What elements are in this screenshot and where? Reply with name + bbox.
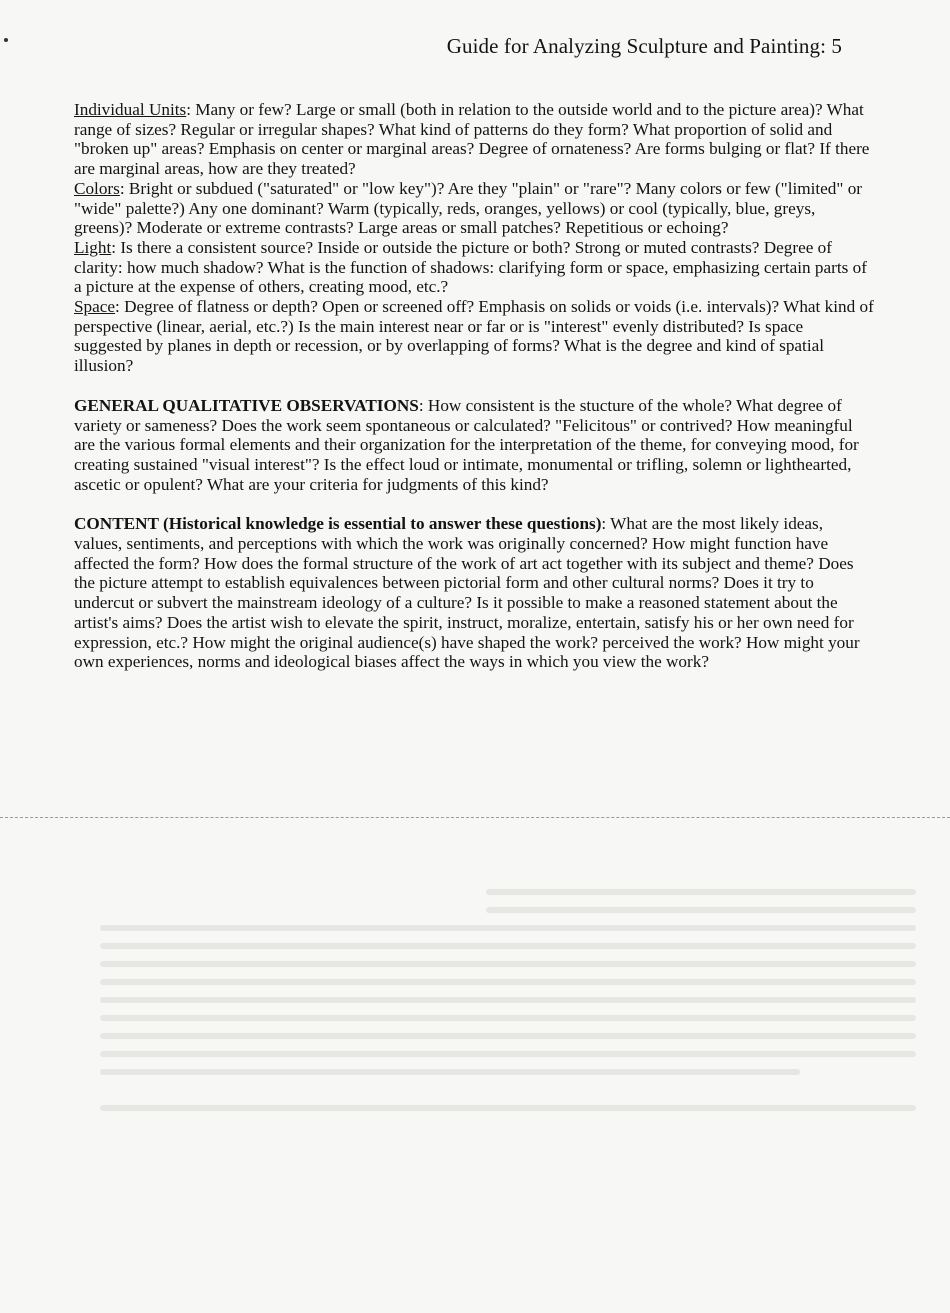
bleed-through-line [100, 1015, 916, 1021]
paragraph-colors [74, 179, 874, 238]
general-observations-text: : How consistent is the stucture of the whole? What degree of variety or sameness? Does the work seem spontaneous or calculated? "Felicitous" or contrived? How meaningful are the various formal elements and their organization for the interpretation of the theme, for conveying mood, for creating sustained "visual interest"? Is the effect loud or intimate, monumental or trifling, solemn or lighthearted, ascetic or opulent? What are your criteria for judgments of this kind? [74, 395, 859, 494]
page-fold-line [0, 817, 950, 818]
term-space: Space [74, 297, 116, 317]
paragraph-gap [74, 494, 874, 514]
header-title: Guide for Analyzing Sculpture and Painting: [446, 34, 827, 58]
page-number: 5 [831, 34, 842, 58]
paragraph-gap [74, 376, 874, 396]
light-text: : Is there a consistent source? Inside or outside the picture or both? Strong or muted contrasts? Degree of clarity: how much shadow? What is the function of shadows: clarifying form or space, emphasizing certain parts of a picture at the expense of others, creating mood, etc.? [74, 237, 867, 297]
bleed-through-line [486, 907, 916, 913]
paragraph-content [74, 514, 874, 672]
paragraph-individual-units [74, 100, 874, 179]
paragraph-space [74, 297, 874, 376]
space-text: : Degree of flatness or depth? Open or screened off? Emphasis on solids or voids (i.e. intervals)? What kind of perspective (linear, aerial, etc.?) Is the main interest near or far or is "interest" evenly distributed? Is space suggested by planes in depth or recession, or by overlapping of forms? What is the degree and kind of spatial illusion? [74, 297, 874, 376]
individual-units-text: : Many or few? Large or small (both in relation to the outside world and to the picture area)? What range of sizes? Regular or irregular shapes? What kind of patterns do they form? What proportion of solid and "broken up" areas? Emphasis on center or marginal areas? Degree of ornateness? Are forms bulging or flat? If there are marginal areas, how are they treated? [74, 100, 870, 179]
colors-text: : Bright or subdued ("saturated" or "low key")? Are they "plain" or "rare"? Many colors or few ("limited" or "wide" palette?) Any one dominant? Warm (typically, reds, oranges, yellows) or cool (typically, blue, greys, greens)? Moderate or extreme contrasts? Large areas or small patches? Repetitious or echoing? [74, 178, 863, 238]
paragraph-general-observations [74, 396, 874, 495]
scan-speck [4, 38, 8, 42]
term-light: Light [74, 237, 112, 257]
bleed-through-line [100, 1051, 916, 1057]
term-colors: Colors [74, 178, 120, 198]
bleed-through-line [100, 1033, 916, 1039]
bleed-through-line [100, 943, 916, 949]
bleed-through-line [100, 961, 916, 967]
heading-general-observations: GENERAL QUALITATIVE OBSERVATIONS [74, 395, 419, 415]
page-header [447, 34, 842, 59]
content-text: : What are the most likely ideas, values, sentiments, and perceptions with which the work was originally concerned? How might function have affected the form? How does the formal structure of the work of art act together with its subject and theme? Does the picture attempt to establish equivalences between pictorial form and other cultural norms? Does it try to undercut or subvert the mainstream ideology of a culture? Is it possible to make a reasoned statement about the artist's aims? Does the artist wish to elevate the spirit, instruct, moralize, entertain, satisfy his or her own need for expression, etc.? How might the original audience(s) have shaped the work? perceived the work? How might your own experiences, norms and ideological biases affect the ways in which you view the work? [74, 514, 860, 672]
bleed-through-line [100, 925, 916, 931]
bleed-through-line [486, 889, 916, 895]
paragraph-light [74, 238, 874, 297]
heading-content: CONTENT (Historical knowledge is essential to answer these questions) [74, 514, 602, 534]
term-individual-units: Individual Units [74, 100, 187, 119]
document-body [74, 100, 874, 672]
bleed-through-line [100, 979, 916, 985]
bleed-through-line [100, 1069, 800, 1075]
bleed-through-line [100, 997, 916, 1003]
bleed-through-line [100, 1105, 916, 1111]
